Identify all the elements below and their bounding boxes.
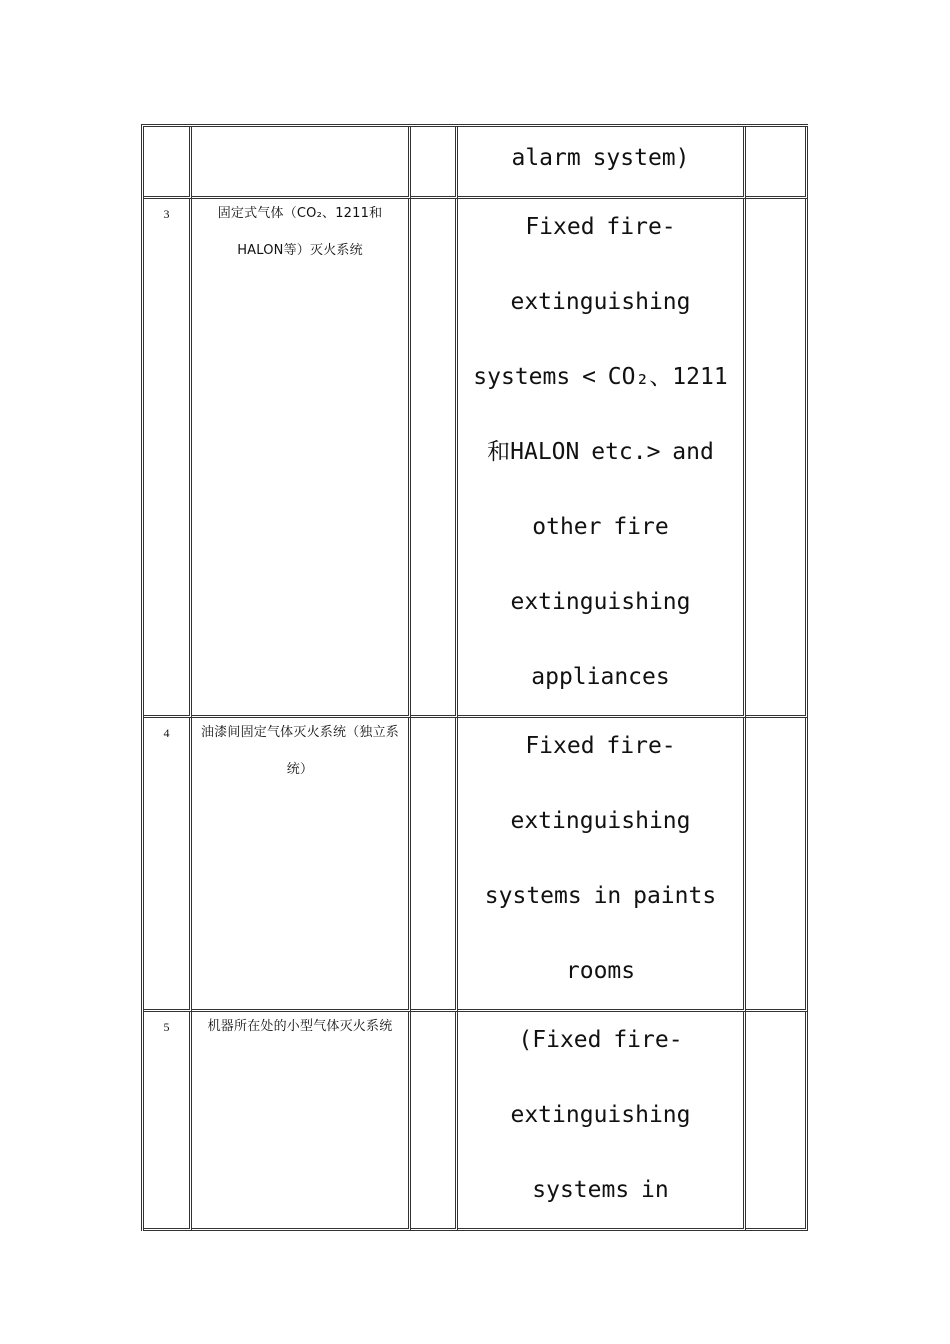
row-number: 4 — [163, 726, 170, 740]
blank-cell — [411, 718, 458, 1012]
remarks-cell — [746, 1012, 808, 1231]
english-description: Fixed fire-extinguishing systems in paints rooms — [484, 733, 717, 984]
english-description-cell — [458, 718, 746, 1012]
remarks-cell — [746, 127, 808, 199]
english-description-cell — [458, 127, 746, 199]
english-description: (Fixed fire-extinguishing systems in — [510, 1027, 691, 1203]
english-description-cell — [458, 1012, 746, 1231]
equipment-table — [141, 124, 808, 1231]
chinese-description: 固定式气体（CO₂、1211和HALON等）灭火系统 — [217, 206, 383, 258]
row-number — [144, 127, 189, 135]
chinese-description-cell — [192, 127, 411, 199]
row-number: 3 — [163, 207, 170, 221]
blank-cell — [411, 199, 458, 718]
table-row — [144, 199, 808, 718]
table-row — [144, 127, 808, 199]
remarks-cell — [746, 199, 808, 718]
english-description-cell — [458, 199, 746, 718]
remarks-cell — [746, 718, 808, 1012]
chinese-description-cell — [192, 1012, 411, 1231]
row-number-cell — [144, 718, 192, 1012]
chinese-description: 机器所在处的小型气体灭火系统 — [207, 1019, 393, 1034]
table-row — [144, 718, 808, 1012]
english-description: alarm system) — [511, 145, 690, 171]
blank-cell — [411, 1012, 458, 1231]
row-number-cell — [144, 1012, 192, 1231]
english-description: Fixed fire-extinguishing systems < CO₂、1211和HALON etc.> and other fire extinguishing appliances — [473, 214, 728, 690]
row-number: 5 — [163, 1020, 170, 1034]
row-number-cell — [144, 199, 192, 718]
row-number-cell — [144, 127, 192, 199]
chinese-description: 油漆间固定气体灭火系统（独立系统） — [200, 725, 399, 777]
blank-cell — [411, 127, 458, 199]
table-row — [144, 1012, 808, 1231]
chinese-description-cell — [192, 199, 411, 718]
chinese-description-cell — [192, 718, 411, 1012]
